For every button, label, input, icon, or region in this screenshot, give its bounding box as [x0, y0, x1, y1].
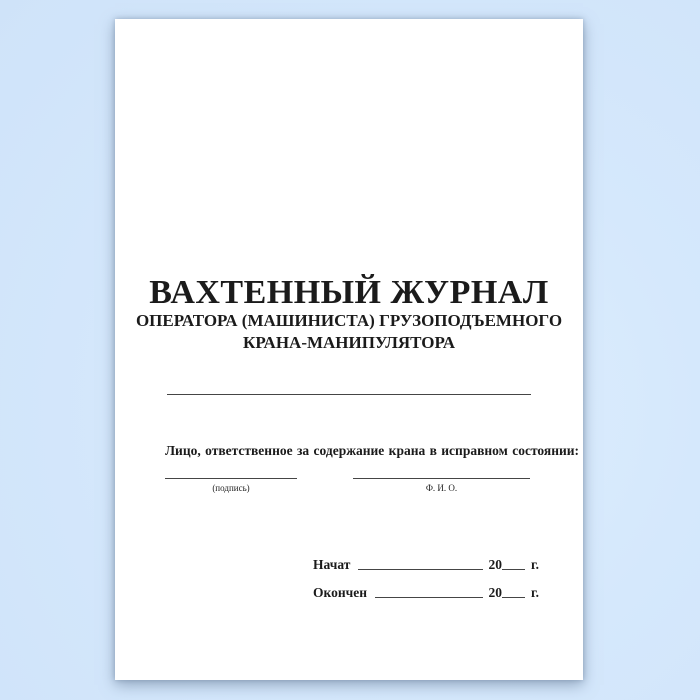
finished-year-suffix: г. — [531, 585, 539, 600]
journal-subtitle — [115, 310, 583, 354]
signature-caption: (подпись) — [212, 483, 250, 493]
started-date-row — [313, 555, 539, 572]
responsible-person-label: Лицо, ответственное за содержание крана в исправном состоянии: — [165, 443, 580, 458]
started-year-prefix: 20 — [488, 557, 503, 572]
finished-year-prefix: 20 — [488, 585, 503, 600]
finished-date-row — [313, 583, 539, 600]
journal-title: ВАХТЕННЫЙ ЖУРНАЛ — [149, 274, 549, 311]
finished-year-blank-line — [502, 597, 525, 598]
journal-subtitle-line1: ОПЕРАТОРА (МАШИНИСТА) ГРУЗОПОДЪЕМНОГО — [135, 311, 563, 330]
finished-label: Окончен — [313, 585, 368, 600]
journal-cover-page — [115, 19, 583, 680]
started-label: Начат — [313, 557, 351, 572]
full-name-blank-line — [353, 478, 530, 479]
finished-date-blank-line — [375, 597, 483, 598]
started-year-suffix: г. — [531, 557, 539, 572]
started-year-blank-line — [502, 569, 525, 570]
journal-subtitle-line2: КРАНА-МАНИПУЛЯТОРА — [243, 333, 455, 352]
started-date-blank-line — [358, 569, 482, 570]
signature-blank-line — [165, 478, 297, 479]
full-name-caption: Ф. И. О. — [425, 483, 458, 493]
organization-blank-line — [167, 394, 531, 395]
